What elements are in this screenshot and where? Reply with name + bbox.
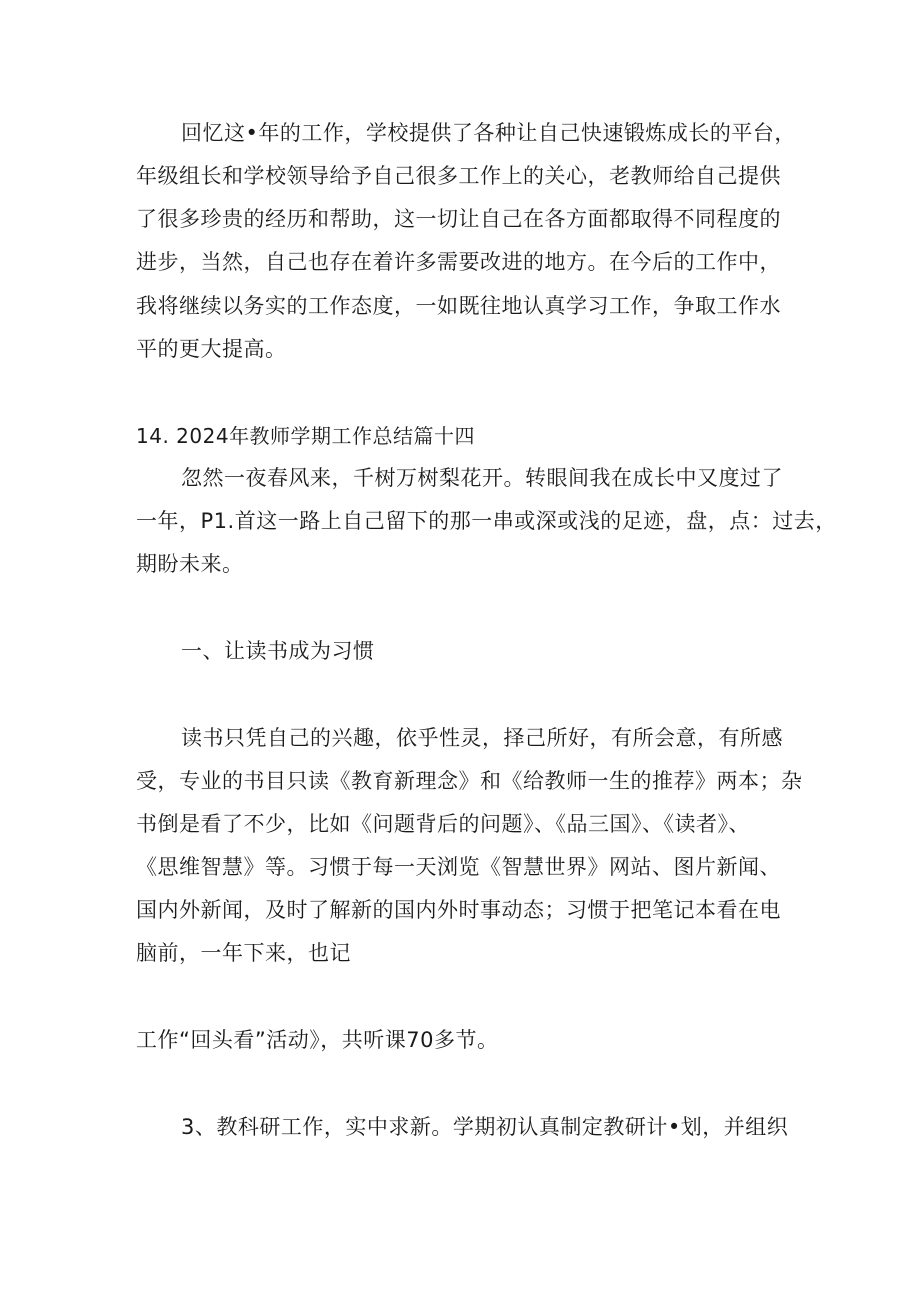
paragraph-line: 了很多珍贵的经历和帮助，这一切让自己在各方面都取得不同程度的 <box>136 207 781 231</box>
paragraph-line: 进步，当然，自己也存在着许多需要改进的地方。在今后的工作中， <box>136 250 781 274</box>
subsection-title: 一、让读书成为习惯 <box>181 639 375 663</box>
paragraph-line: 年级组长和学校领导给予自己很多工作上的关心，老教师给自己提供 <box>136 164 781 188</box>
paragraph-line: 一年，P1.首这一路上自己留下的那一串或深或浅的足迹，盘，点：过去， <box>136 509 837 533</box>
paragraph-line: 书倒是看了不少，比如《问题背后的问题》、《品三国》、《读者》、 <box>136 812 750 836</box>
section-heading: 14. 2024年教师学期工作总结篇十四 <box>136 424 476 448</box>
paragraph-line: 忽然一夜春风来，千树万树梨花开。转眼间我在成长中又度过了 <box>181 466 783 490</box>
paragraph-line: 国内外新闻，及时了解新的国内外时事动态；习惯于把笔记本看在电 <box>136 898 781 922</box>
paragraph-line: 期盼未来。 <box>136 552 244 576</box>
paragraph-line: 回忆这•年的工作，学校提供了各种让自己快速锻炼成长的平台， <box>181 121 796 145</box>
paragraph-line: 我将继续以务实的工作态度，一如既往地认真学习工作，争取工作水 <box>136 294 781 318</box>
paragraph-line: 脑前，一年下来，也记 <box>136 941 351 965</box>
paragraph-line: 3、教科研工作，实中求新。学期初认真制定教研计•划，并组织 <box>181 1115 789 1139</box>
paragraph-line: 工作“回头看”活动》，共听课70多节。 <box>136 1028 499 1052</box>
paragraph-line: 受，专业的书目只读《教育新理念》和《给教师一生的推荐》两本；杂 <box>136 769 803 793</box>
paragraph-line: 读书只凭自己的兴趣，依乎性灵，择己所好，有所会意，有所感 <box>181 726 783 750</box>
paragraph-line: 平的更大提高。 <box>136 337 287 361</box>
paragraph-line: 《思维智慧》等。习惯于每一天浏览《智慧世界》网站、图片新闻、 <box>136 855 781 879</box>
